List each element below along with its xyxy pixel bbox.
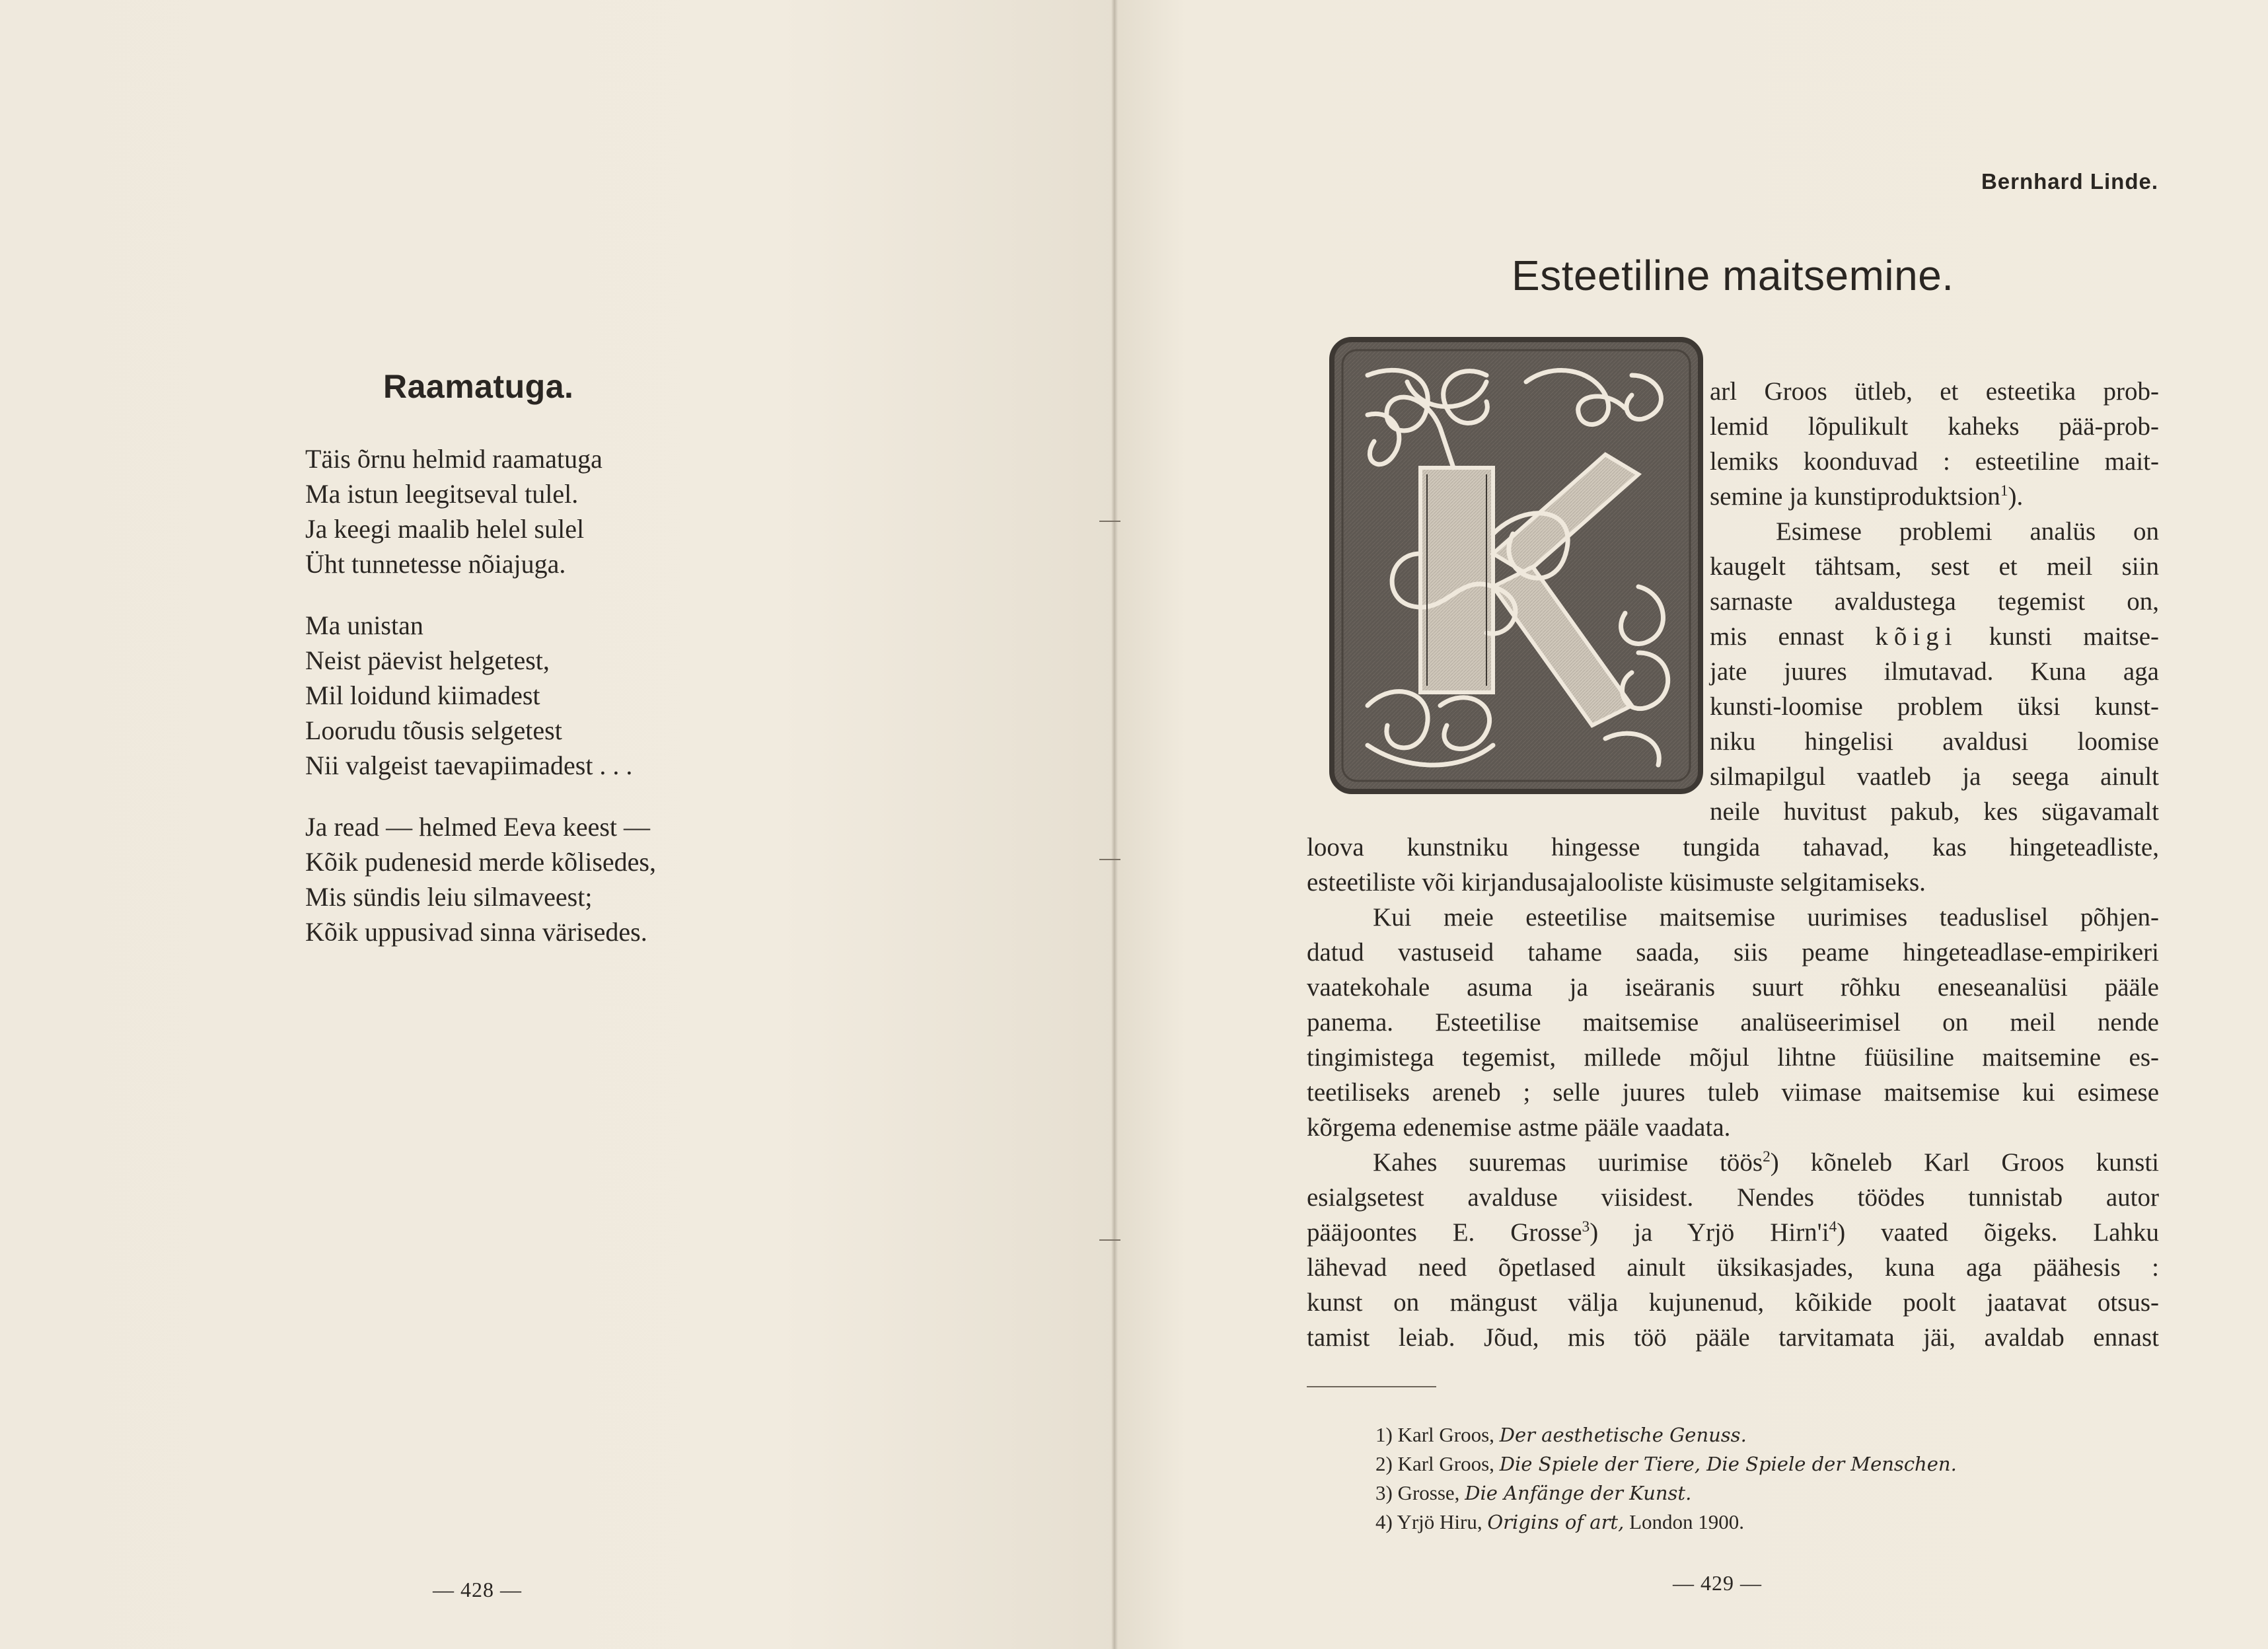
binding-mark bbox=[1099, 859, 1120, 860]
poem-line: Loorudu tõusis selgetest bbox=[305, 715, 562, 745]
text-span: silmapilgul vaatleb ja seega ainult bbox=[1710, 762, 2159, 791]
footnote-ref: 3 bbox=[1582, 1218, 1590, 1235]
text-span: kunst on mängust välja kujunenud, kõikide poolt jaatavat otsus- bbox=[1307, 1288, 2159, 1317]
text-span: Kui meie esteetilise maitsemise uurimises teaduslisel põhjen- bbox=[1373, 903, 2159, 932]
text-line bbox=[1307, 1040, 2159, 1075]
text-line bbox=[1307, 1005, 2159, 1040]
text-span: tamist leiab. Jõud, mis töö pääle tarvitamata jäi, avaldab ennast bbox=[1307, 1323, 2159, 1352]
footnote-author: Yrjö Hiru, bbox=[1397, 1510, 1482, 1533]
poem-line: Ma istun leegitseval tulel. bbox=[305, 479, 579, 509]
text-span: loova kunstniku hingesse tungida tahavad, kas hingeteadliste, bbox=[1307, 833, 2159, 861]
poem-line: Ja keegi maalib helel sulel bbox=[305, 514, 585, 544]
text-line bbox=[1307, 1075, 2159, 1110]
article-body bbox=[1307, 830, 2159, 1355]
footnote-2 bbox=[1375, 1449, 1957, 1479]
binding-mark bbox=[1099, 1239, 1120, 1241]
text-line bbox=[1710, 654, 2159, 689]
text-line bbox=[1710, 409, 2159, 444]
footnote-number: 4) bbox=[1375, 1510, 1393, 1533]
text-span: Esimese problemi analüs on bbox=[1776, 517, 2159, 546]
text-span: jate juures ilmutavad. Kuna aga bbox=[1710, 657, 2159, 686]
text-span: teetiliseks areneb ; selle juures tuleb viimase maitsemise kui esimese bbox=[1307, 1078, 2159, 1107]
text-line: semine ja kunstiproduktsion$^1$). bbox=[1710, 482, 2024, 511]
text-span: lemiks koonduvad : esteetiline mait- bbox=[1710, 447, 2159, 476]
footnote-number: 1) bbox=[1375, 1423, 1393, 1446]
text-line bbox=[1307, 970, 2159, 1005]
text-span: kaugelt tähtsam, sest et meil siin bbox=[1710, 552, 2159, 581]
text-line bbox=[1307, 1215, 2159, 1250]
text-span: ) ja Yrjö Hirn'i bbox=[1590, 1218, 1829, 1247]
poem-line: Ma unistan bbox=[305, 610, 423, 640]
text-line bbox=[1710, 689, 2159, 724]
page-number-left: — 428 — bbox=[433, 1578, 522, 1601]
text-span: esteetiliste või kirjandusajalooliste küsimuste selgitamiseks. bbox=[1307, 868, 1926, 897]
text-span: lähevad need õpetlased ainult üksikasjades, kuna aga päähesis : bbox=[1307, 1253, 2159, 1282]
text-line bbox=[1307, 1250, 2159, 1285]
text-span: mis ennast bbox=[1710, 622, 1876, 651]
text-line bbox=[1307, 830, 2159, 865]
text-span: panema. Esteetilise maitsemise analüseerimisel on meil nende bbox=[1307, 1008, 2159, 1037]
text-line bbox=[1710, 794, 2159, 829]
footnote-ref: 2 bbox=[1763, 1148, 1771, 1165]
text-span: niku hingelisi avaldusi loomise bbox=[1710, 727, 2159, 756]
decorated-initial-k-icon bbox=[1328, 336, 1704, 795]
text-line bbox=[1307, 1285, 2159, 1320]
text-span: kõrgema edenemise astme pääle vaadata. bbox=[1307, 1113, 1731, 1142]
footnote-number: 2) bbox=[1375, 1452, 1393, 1475]
text-line bbox=[1307, 1145, 2159, 1180]
text-span: datud vastuseid tahame saada, siis peame hingeteadlase-empirikeri bbox=[1307, 938, 2159, 967]
footnote-3 bbox=[1375, 1479, 1957, 1508]
left-page bbox=[0, 0, 1116, 1649]
poem-title: Raamatuga. bbox=[383, 368, 574, 405]
footnote-number: 3) bbox=[1375, 1481, 1393, 1504]
poem-line: Üht tunnetesse nõiajuga. bbox=[305, 549, 566, 579]
text-line bbox=[1710, 444, 2159, 479]
book-gutter bbox=[1111, 0, 1118, 1649]
article-title: Esteetiline maitsemine. bbox=[1512, 252, 1954, 299]
footnote-extra: London 1900. bbox=[1629, 1510, 1744, 1533]
text-span: neile huvitust pakub, kes sügavamalt bbox=[1710, 797, 2159, 826]
footnote-work: Der aesthetische Genuss. bbox=[1499, 1424, 1747, 1446]
article-intro-wrapped bbox=[1710, 374, 2159, 829]
text-line bbox=[1710, 619, 2159, 654]
poem-line: Neist päevist helgetest, bbox=[305, 645, 550, 675]
text-span: Kahes suuremas uurimise töös bbox=[1373, 1148, 1763, 1177]
footnote-ref: 4 bbox=[1829, 1218, 1837, 1235]
footnote-author: Karl Groos, bbox=[1397, 1423, 1494, 1446]
binding-mark bbox=[1099, 521, 1120, 522]
poem-line: Mil loidund kiimadest bbox=[305, 680, 540, 710]
text-line bbox=[1710, 514, 2159, 549]
text-span: tingimistega tegemist, millede mõjul lihtne füüsiline maitsemine es- bbox=[1307, 1043, 2159, 1072]
text-line bbox=[1307, 865, 2159, 900]
text-line bbox=[1710, 584, 2159, 619]
footnote-author: Grosse, bbox=[1397, 1481, 1460, 1504]
text-line bbox=[1710, 549, 2159, 584]
footnote-separator bbox=[1307, 1386, 1436, 1387]
footnote-4 bbox=[1375, 1508, 1957, 1537]
poem-line: Mis sündis leiu silmaveest; bbox=[305, 882, 593, 912]
text-span: vaatekohale asuma ja iseäranis suurt rõhku eneseanalüsi pääle bbox=[1307, 973, 2159, 1002]
text-span: pääjoontes E. Grosse bbox=[1307, 1218, 1582, 1247]
footnote-work: Origins of art, bbox=[1487, 1511, 1625, 1533]
text-line bbox=[1710, 724, 2159, 759]
text-line bbox=[1710, 374, 2159, 409]
text-line bbox=[1307, 1110, 2159, 1145]
poem-stanza-3 bbox=[305, 809, 656, 949]
footnote-work: Die Spiele der Tiere, Die Spiele der Menschen. bbox=[1499, 1453, 1957, 1475]
text-span: arl Groos ütleb, et esteetika prob- bbox=[1710, 377, 2159, 406]
text-span: kunsti-loomise problem üksi kunst- bbox=[1710, 692, 2159, 721]
footnote-1 bbox=[1375, 1420, 1957, 1449]
text-span: lemid lõpulikult kaheks pää-prob- bbox=[1710, 412, 2159, 441]
footnote-work: Die Anfänge der Kunst. bbox=[1465, 1482, 1692, 1504]
text-span: ) vaated õigeks. Lahku bbox=[1837, 1218, 2159, 1247]
poem-stanza-2 bbox=[305, 608, 632, 783]
text-line bbox=[1307, 1320, 2159, 1355]
poem-line: Täis õrnu helmid raamatuga bbox=[305, 444, 603, 474]
text-line bbox=[1710, 759, 2159, 794]
text-span: sarnaste avaldustega tegemist on, bbox=[1710, 587, 2159, 616]
poem-line: Nii valgeist taevapiimadest . . . bbox=[305, 751, 633, 780]
footnote-author: Karl Groos, bbox=[1397, 1452, 1494, 1475]
poem-line: Kõik uppusivad sinna värisedes. bbox=[305, 917, 647, 947]
text-line bbox=[1307, 935, 2159, 970]
text-line bbox=[1307, 900, 2159, 935]
page-number-right: — 429 — bbox=[1673, 1571, 1762, 1595]
article-author: Bernhard Linde. bbox=[1981, 169, 2158, 194]
emphasis-span: kõigi bbox=[1875, 622, 1958, 651]
footnotes bbox=[1375, 1420, 1957, 1537]
poem-stanza-1 bbox=[305, 441, 603, 581]
text-line bbox=[1307, 1180, 2159, 1215]
text-span: kunsti maitse- bbox=[1957, 622, 2160, 651]
text-span: ) kõneleb Karl Groos kunsti bbox=[1770, 1148, 2159, 1177]
text-span: semine ja kunstiproduktsion bbox=[1710, 482, 2000, 511]
poem-line: Ja read — helmed Eeva keest — bbox=[305, 812, 651, 842]
footnote-ref: 1 bbox=[2000, 482, 2008, 499]
poem-line: Kõik pudenesid merde kõlisedes, bbox=[305, 847, 656, 877]
text-span: esialgsetest avalduse viisidest. Nendes töödes tunnistab autor bbox=[1307, 1183, 2159, 1212]
